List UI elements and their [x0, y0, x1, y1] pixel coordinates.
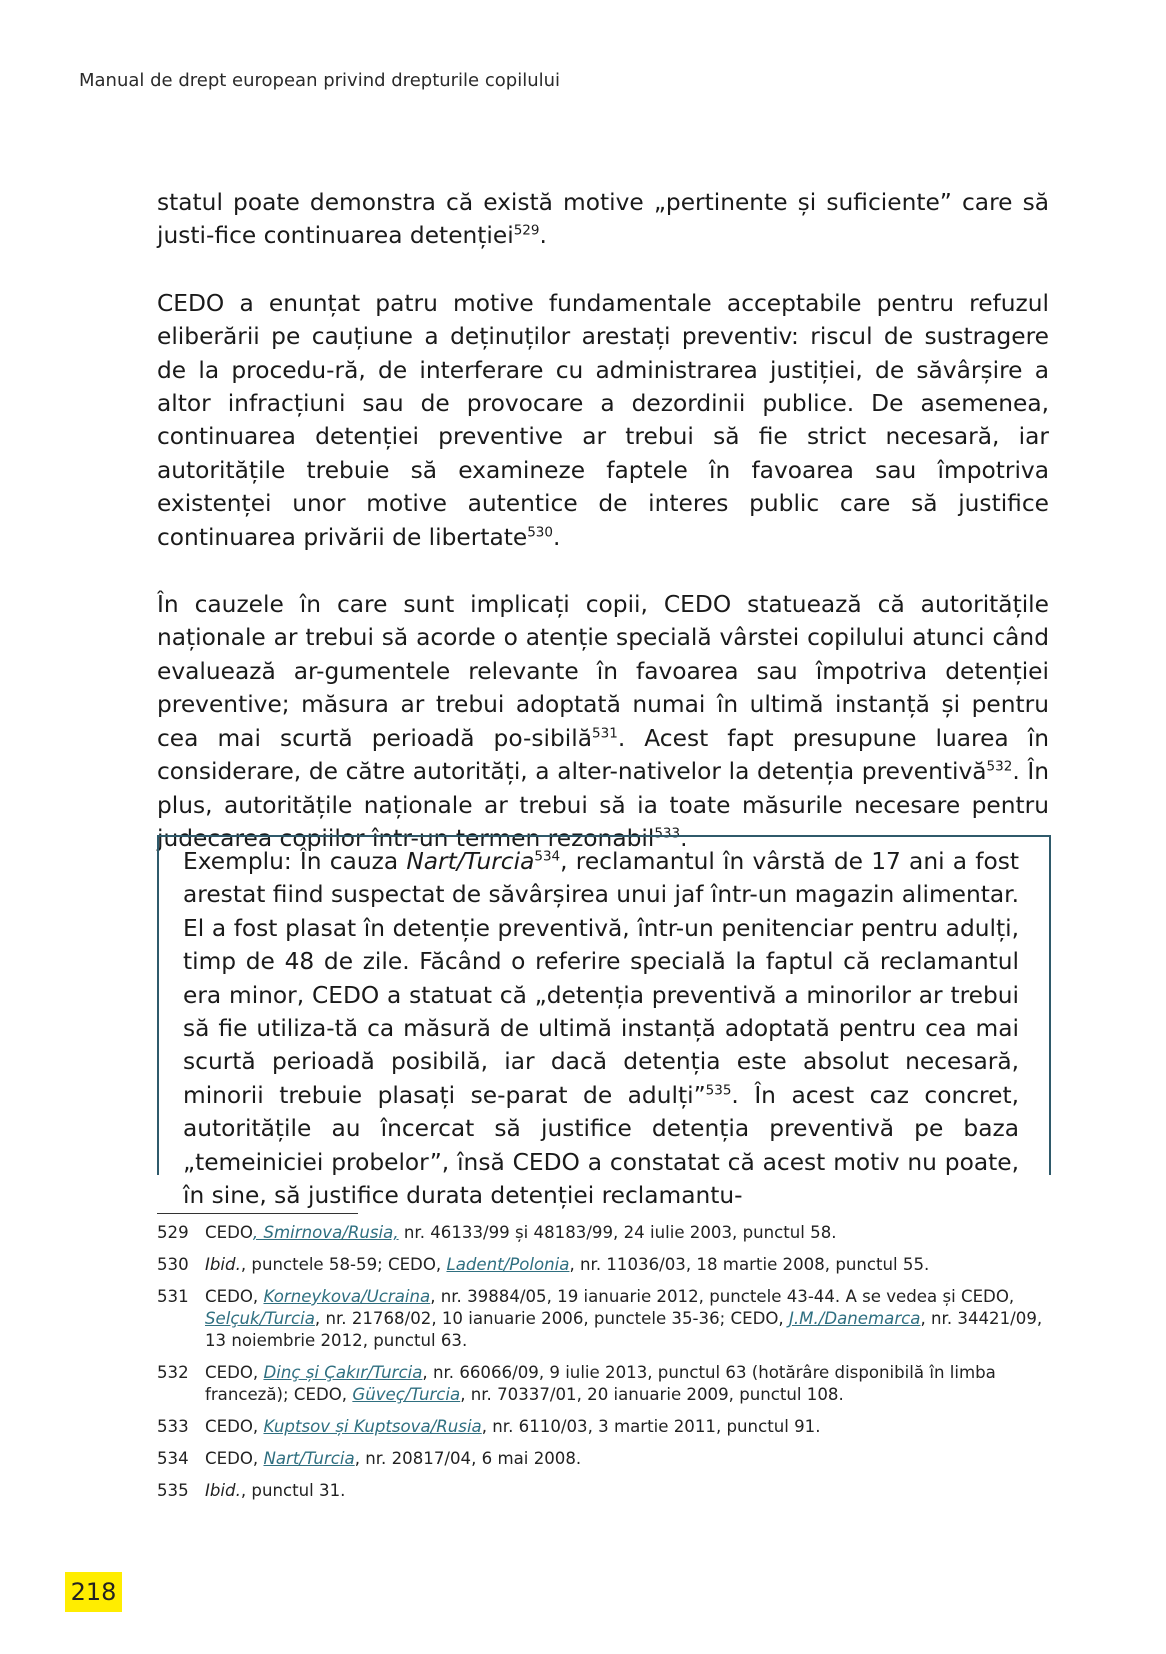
footnote-533: 533 CEDO, Kuptsov și Kuptsova/Rusia, nr. 6110/03, 3 martie 2011, punctul 91. [157, 1417, 821, 1436]
footnote-ref-531[interactable]: 531 [592, 725, 618, 742]
case-link-selcuk[interactable]: Selçuk/Turcia [205, 1309, 315, 1328]
paragraph-3: În cauzele în care sunt implicați copii, CEDO statuează că autoritățile naționale ar trebui să acorde o atenție specială vârstei copilului atunci când evaluează ar-gumentele relevante în favoarea sau împotriva detenției preventive; măsura ar trebui adoptată numai în ultimă instanță și pentru cea mai scurtă perioadă po-sibilă$^{531}$. Acest fapt presupune luarea în considerare, de către autorități, a alter-nativelor la detenția preventivă$^{532}$. În plus, autoritățile naționale ar trebui să ia toate măsurile necesare pentru judecarea copiilor într-un termen rezonabil$^{533}$. [157, 591, 1050, 852]
case-link-jm[interactable]: J.M./Danemarca [788, 1309, 921, 1328]
case-link-nart[interactable]: Nart/Turcia [263, 1449, 355, 1468]
footnote-534: 534 CEDO, Nart/Turcia, nr. 20817/04, 6 mai 2008. [157, 1449, 582, 1468]
body-text [157, 186, 1049, 889]
footnote-ref-533[interactable]: 533 [654, 825, 681, 842]
footnote-ref-532[interactable]: 532 [986, 758, 1013, 775]
footnote-531: 531 CEDO, Korneykova/Ucraina, nr. 39884/05, 19 ianuarie 2012, punctele 43-44. A se vedea și CEDO, Selçuk/Turcia, nr. 21768/02, 10 ianuarie 2006, punctele 35-36; CEDO, J.M./Danemarca, nr. 34421/09, 13 noiembrie 2012, punctul 63. [157, 1287, 1043, 1350]
case-link-guvec[interactable]: Güveç/Turcia [352, 1385, 461, 1404]
case-link-kuptsov[interactable]: Kuptsov și Kuptsova/Rusia [263, 1417, 482, 1436]
case-link-smirnova[interactable]: , Smirnova/Rusia, [252, 1223, 399, 1242]
footnote-530: 530 Ibid., punctele 58-59; CEDO, Ladent/Polonia, nr. 11036/03, 18 martie 2008, punctul 55. [157, 1255, 930, 1274]
running-header: Manual de drept european privind drepturile copilului [79, 70, 561, 91]
footnote-532: 532 CEDO, Dinç și Çakır/Turcia, nr. 66066/09, 9 iulie 2013, punctul 63 (hotărâre disponibilă în limba franceză); CEDO, Güveç/Turcia, nr. 70337/01, 20 ianuarie 2009, punctul 108. [157, 1363, 996, 1404]
page-number: 218 [65, 1572, 122, 1612]
paragraph-1: statul poate demonstra că există motive „pertinente și suficiente” care să justi-fice continuarea detenției$^{529}$. [157, 189, 1049, 250]
footnote-529: 529 CEDO, Smirnova/Rusia, nr. 46133/99 și 48183/99, 24 iulie 2003, punctul 58. [157, 1223, 837, 1242]
paragraph-2: CEDO a enunțat patru motive fundamentale acceptabile pentru refuzul eliberării pe cauțiune a deținuților arestați preventiv: riscul de sustragere de la procedu-ră, de interferare cu administrarea justiției, de săvârșire a altor infracțiuni sau de provocare a dezordinii publice. De asemenea, continuarea detenției preventive ar trebui să fie strict necesară, iar autoritățile trebuie să examineze faptele în favoarea sau împotriva existenței unor motive autentice de interes public care să justifice continuarea privării de libertate$^{530}$. [157, 289, 1049, 551]
footnotes [157, 1222, 1057, 1512]
footnote-535: 535 Ibid., punctul 31. [157, 1481, 346, 1500]
example-text: Exemplu: În cauza Nart/Turcia$^{534}$, reclamantul în vârstă de 17 ani a fost arestat fiind suspectat de săvârșirea unui jaf într-un magazin alimentar. El a fost plasat în detenție preventivă, într-un penitenciar pentru adulți, timp de 48 de zile. Făcând o referire specială la faptul că reclamantul era minor, CEDO a statuat că „detenția preventivă a minorilor ar trebui să fie utiliza-tă ca măsură de ultimă instanță adoptată pentru cea mai scurtă perioadă posibilă, iar dacă detenția este absolut necesară, minorii trebuie plasați se-parat de adulți”$^{535}$. În acest caz concret, autoritățile au încercat să justifice detenția preventivă pe baza „temeiniciei probelor”, însă CEDO a constatat că acest motiv nu poate, în sine, să justifice durata detenției reclamantu- [183, 848, 1019, 1210]
footnote-ref-534[interactable]: 534 [534, 848, 561, 865]
footnote-ref-535[interactable]: 535 [705, 1082, 732, 1099]
example-box [157, 835, 1051, 1210]
case-link-dinc-cakir[interactable]: Dinç și Çakır/Turcia [263, 1363, 423, 1382]
case-link-ladent[interactable]: Ladent/Polonia [446, 1255, 570, 1274]
case-link-korneykova[interactable]: Korneykova/Ucraina [263, 1287, 431, 1306]
footnote-ref-529[interactable]: 529 [513, 223, 540, 240]
footnote-divider [157, 1213, 358, 1214]
example-case-name: Nart/Turcia [406, 848, 535, 875]
footnote-ref-530[interactable]: 530 [527, 524, 553, 541]
